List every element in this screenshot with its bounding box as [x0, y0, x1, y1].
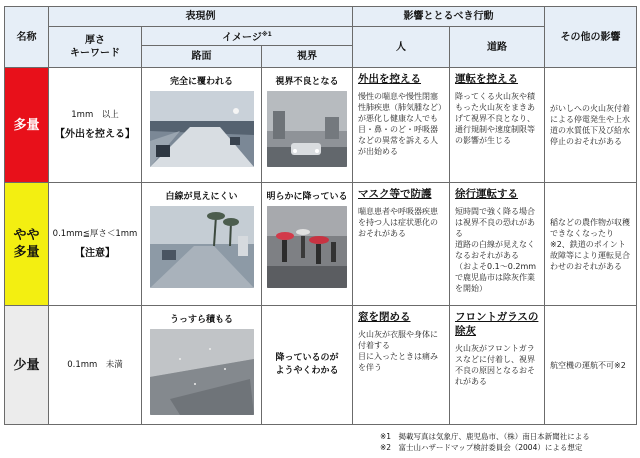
ashfall-table: [4, 6, 637, 425]
road-image-small: [142, 306, 262, 425]
visibility-small: [262, 306, 353, 425]
thickness-small-value: 0.1mm 未満: [67, 360, 123, 370]
header-image: [142, 27, 353, 46]
road-desc-heavy: 降ってくる火山灰や積もった火山灰をまきあげて視界不良となり、通行規制や速度制限等の影響が生じる: [455, 92, 536, 145]
keyword-moderate: 【注意】: [75, 248, 115, 259]
level-heavy: 多量: [5, 68, 49, 183]
road-action-small: [450, 306, 545, 425]
header-other: その他の影響: [545, 7, 637, 68]
other-moderate: [545, 183, 637, 306]
road-caption-small: うっすら積もる: [169, 315, 233, 325]
road-photo-small: [150, 329, 254, 415]
header-road-surface: 路面: [142, 46, 262, 68]
road-title-moderate: 徐行運転する: [455, 188, 519, 200]
road-photo-moderate: [150, 206, 254, 288]
person-desc-moderate: 喘息患者や呼吸器疾患を持つ人は症状悪化のおそれがある: [358, 207, 439, 238]
person-title-small: 窓を閉める: [358, 311, 411, 323]
visibility-caption-small: 降っているのが ようやくわかる: [275, 353, 339, 376]
road-action-moderate: [450, 183, 545, 306]
visibility-image-moderate: [262, 183, 353, 306]
other-heavy: [545, 68, 637, 183]
road-desc-small: 火山灰がフロントガラスなどに付着し、視界不良の原因となるおそれがある: [455, 344, 536, 386]
header-visibility: 視界: [262, 46, 353, 68]
road-caption-heavy: 完全に覆われる: [169, 77, 233, 87]
header-thickness: 厚さ キーワード: [49, 27, 142, 68]
other-desc-heavy: がいしへの火山灰付着による停電発生や上水道の水質低下及び給水停止のおそれがある: [550, 104, 631, 146]
visibility-photo-heavy: [267, 91, 347, 167]
header-impact: 影響ととるべき行動: [353, 7, 545, 27]
level-moderate: やや 多量: [5, 183, 49, 306]
person-desc-heavy: 慢性の喘息や慢性閉塞性肺疾患（肺気腫など）が悪化し健康な人でも目・鼻・のど・呼吸器などの異常を訴える人が出始める: [358, 92, 443, 156]
header-expression: 表現例: [49, 7, 353, 27]
person-action-moderate: [353, 183, 450, 306]
road-desc-moderate: 短時間で強く降る場合は視界不良の恐れがある 道路の白線が見えなくなるおそれがある （およそ0.1〜0.2mmで鹿児島市は除灰作業を開始）: [455, 207, 537, 293]
header-person: 人: [353, 27, 450, 68]
person-title-moderate: マスク等で防護: [358, 188, 432, 200]
keyword-heavy: 【外出を控える】: [55, 129, 135, 140]
header-image-label: イメージ: [222, 32, 262, 44]
person-action-small: [353, 306, 450, 425]
road-title-heavy: 運転を控える: [455, 73, 519, 85]
person-desc-small: 火山灰が衣服や身体に付着する 目に入ったときは痛みを伴う: [358, 330, 439, 372]
thickness-small: [49, 306, 142, 425]
road-caption-moderate: 白線が見えにくい: [165, 192, 238, 202]
footnote-1: ※1 掲載写真は気象庁、鹿児島市、（株）南日本新聞社による: [380, 432, 590, 441]
footnotes: [380, 431, 636, 453]
visibility-photo-moderate: [267, 206, 347, 288]
road-image-heavy: [142, 68, 262, 183]
thickness-heavy: [49, 68, 142, 183]
visibility-caption-moderate: 明らかに降っている: [266, 192, 348, 202]
thickness-moderate: [49, 183, 142, 306]
person-action-heavy: [353, 68, 450, 183]
person-title-heavy: 外出を控える: [358, 73, 422, 85]
road-title-small: フロントガラスの 除灰: [455, 311, 539, 337]
road-action-heavy: [450, 68, 545, 183]
header-road: 道路: [450, 27, 545, 68]
thickness-heavy-value: 1mm 以上: [71, 110, 119, 120]
visibility-caption-heavy: 視界不良となる: [275, 77, 339, 87]
road-image-moderate: [142, 183, 262, 306]
header-image-note: ※1: [261, 30, 272, 38]
footnote-2: ※2 富士山ハザードマップ検討委員会（2004）による想定: [380, 443, 583, 452]
road-photo-heavy: [150, 91, 254, 167]
header-name: 名称: [5, 7, 49, 68]
thickness-moderate-value: 0.1mm≦厚さ＜1mm: [52, 229, 138, 239]
other-small: [545, 306, 637, 425]
visibility-image-heavy: [262, 68, 353, 183]
level-small: 少量: [5, 306, 49, 425]
other-desc-moderate: 稲などの農作物が収穫できなくなったり※2、鉄道のポイント故障等により運転見合わせのおそれがある: [550, 217, 631, 271]
other-desc-small: 航空機の運航不可※2: [550, 360, 626, 370]
